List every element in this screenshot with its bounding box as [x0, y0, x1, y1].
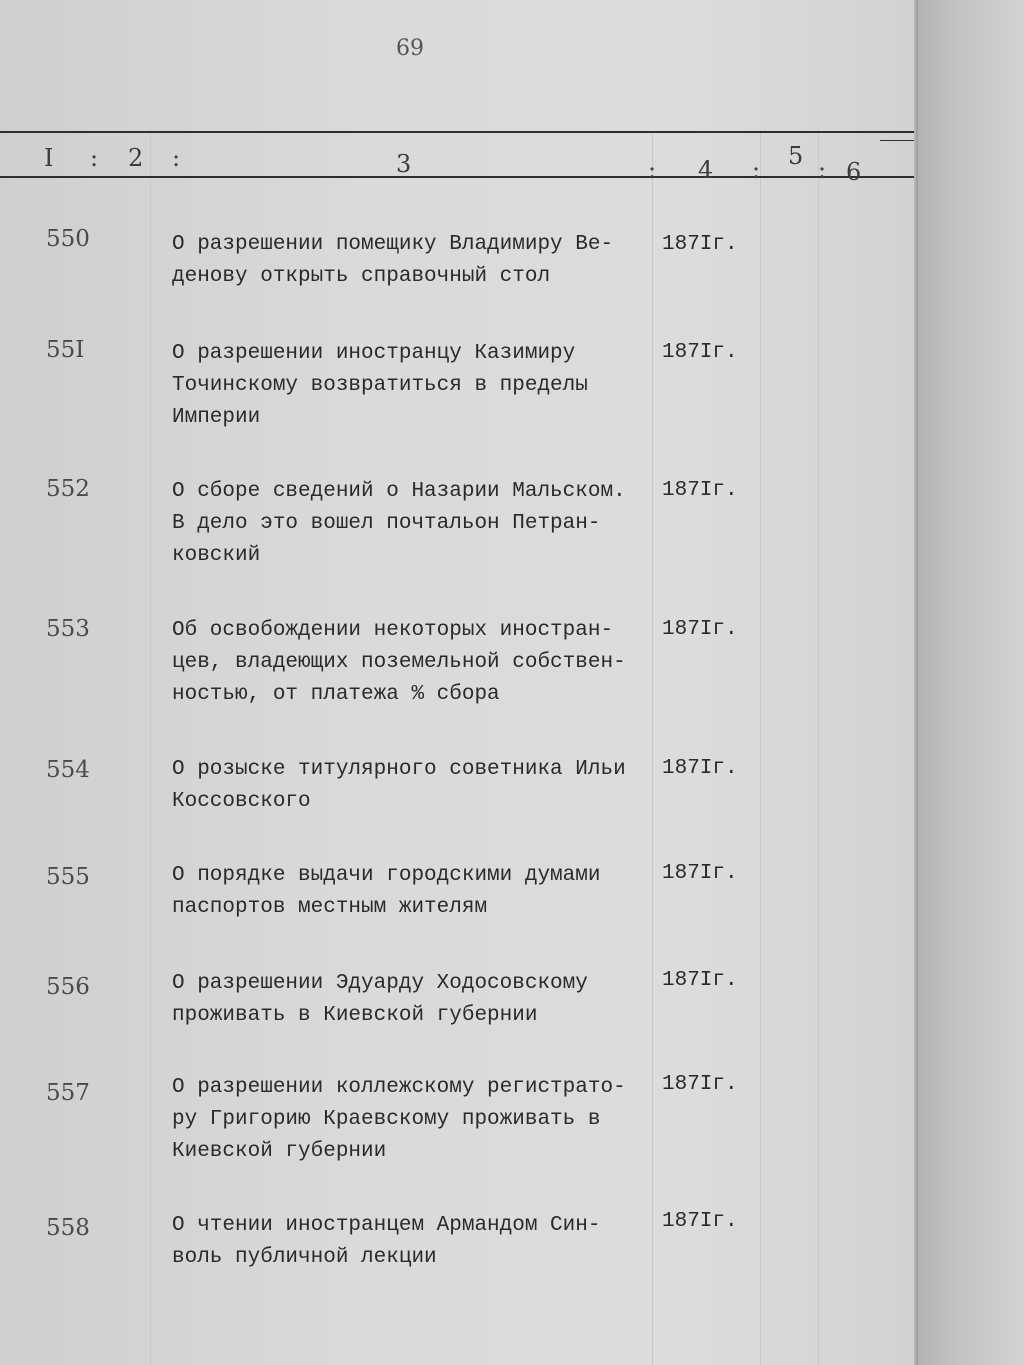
column-rule	[760, 130, 761, 1365]
row-number: 557	[46, 1080, 90, 1106]
header-sep: :	[752, 156, 761, 184]
column-rule	[150, 130, 151, 1365]
header-sep: :	[172, 144, 181, 172]
row-title: О розыске титулярного советника Ильи Коссовского	[172, 758, 626, 813]
page-number: 69	[396, 36, 424, 61]
row-title: О чтении иностранцем Армандом Син- воль публичной лекции	[172, 1214, 601, 1269]
row-year: 187Iг.	[662, 1210, 738, 1233]
row-title: О разрешении Эдуарду Ходосовскому проживать в Киевской губернии	[172, 972, 588, 1027]
header-sep: :	[648, 156, 657, 184]
row-year: 187Iг.	[662, 479, 738, 502]
header-bottom-rule	[0, 176, 918, 178]
row-number: 552	[46, 476, 90, 502]
row-number: 556	[46, 974, 90, 1000]
column-rule	[818, 130, 819, 1365]
header-sep: :	[90, 144, 99, 172]
row-year: 187Iг.	[662, 969, 738, 992]
header-sep: :	[818, 156, 827, 184]
row-number: 550	[46, 226, 90, 252]
row-number: 555	[46, 864, 90, 890]
header-col-4: 4	[698, 156, 714, 184]
row-title: О разрешении помещику Владимиру Ве- денову открыть справочный стол	[172, 233, 614, 288]
row-number: 553	[46, 616, 90, 642]
row-title: О порядке выдачи городскими думами паспортов местным жителям	[172, 864, 601, 919]
header-col-5: 5	[788, 142, 804, 170]
header-col-1: I	[44, 144, 54, 172]
row-number: 558	[46, 1215, 90, 1241]
row-number: 554	[46, 757, 90, 783]
row-year: 187Iг.	[662, 757, 738, 780]
row-year: 187Iг.	[662, 233, 738, 256]
header-top-rule	[0, 131, 918, 133]
row-title: О сборе сведений о Назарии Мальском. В дело это вошел почтальон Петран- ковский	[172, 480, 626, 567]
row-year: 187Iг.	[662, 618, 738, 641]
header-col-3: 3	[396, 150, 412, 178]
header-col-2: 2	[128, 144, 144, 172]
header-tick	[880, 140, 918, 141]
column-rule	[652, 130, 653, 1365]
row-title: Об освобождении некоторых иностран- цев, владеющих поземельной собствен- ностью, от платежа % сбора	[172, 619, 626, 706]
adjacent-page-edge	[918, 0, 1024, 1365]
row-title: О разрешении иностранцу Казимиру Точинскому возвратиться в пределы Империи	[172, 342, 588, 429]
row-year: 187Iг.	[662, 862, 738, 885]
row-number: 55I	[46, 337, 85, 363]
row-year: 187Iг.	[662, 341, 738, 364]
header-col-6: 6	[846, 158, 862, 186]
row-title: О разрешении коллежскому регистрато- ру Григорию Краевскому проживать в Киевской губернии	[172, 1076, 626, 1163]
row-year: 187Iг.	[662, 1073, 738, 1096]
